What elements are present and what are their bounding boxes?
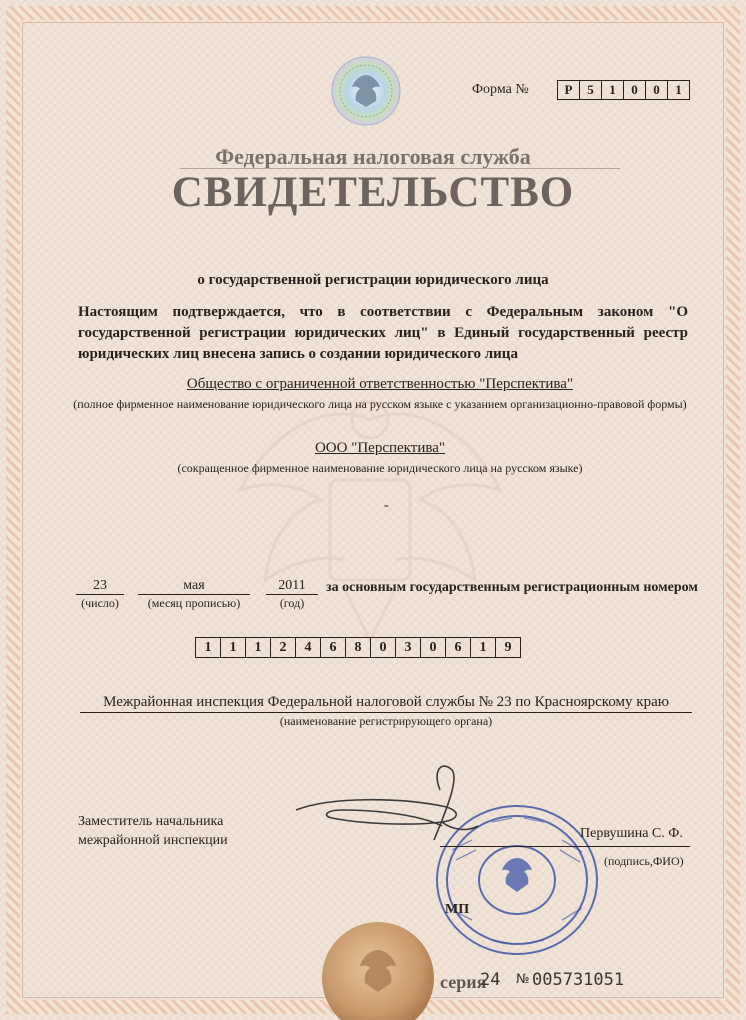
ogrn-cell: 0 <box>420 637 446 658</box>
day-caption: (число) <box>81 596 119 610</box>
form-code-cell: 1 <box>601 80 624 100</box>
authority-caption: (наименование регистрирующего органа) <box>279 714 493 728</box>
ogrn-cell: 0 <box>370 637 396 658</box>
embossed-seal-icon <box>318 920 438 1020</box>
hologram-emblem-icon <box>330 55 402 127</box>
form-label: Форма № <box>472 82 529 97</box>
ogrn-cell: 1 <box>220 637 246 658</box>
ogrn-boxes <box>196 637 521 658</box>
short-name-caption: (сокращенное фирменное наименование юридического лица на русском языке) <box>177 461 583 475</box>
signer-position <box>78 812 228 850</box>
signature-caption: (подпись,ФИО) <box>604 854 684 868</box>
serial-number: 005731051 <box>532 970 625 990</box>
ogrn-cell: 1 <box>195 637 221 658</box>
ogrn-cell: 6 <box>445 637 471 658</box>
position-line: Заместитель начальника <box>78 814 224 829</box>
ogrn-cell: 6 <box>320 637 346 658</box>
position-line: межрайонной инспекции <box>78 833 228 848</box>
full-name-caption: (полное фирменное наименование юридического лица на русском языке с указанием организационно-правовой формы) <box>73 397 687 411</box>
registering-authority: Межрайонная инспекция Федеральной налоговой службы № 23 по Красноярскому краю <box>80 694 692 713</box>
ogrn-cell: 8 <box>345 637 371 658</box>
form-code-cell: 1 <box>667 80 690 100</box>
ogrn-cell: 4 <box>295 637 321 658</box>
series-label: серия <box>440 972 487 992</box>
ogrn-intro: за основным государственным регистрационным номером <box>326 580 698 595</box>
form-code-cell: Р <box>557 80 580 100</box>
empty-field-dash: - <box>384 498 389 513</box>
seal-place-mark: МП <box>445 902 470 917</box>
ogrn-cell: 9 <box>495 637 521 658</box>
ogrn-cell: 3 <box>395 637 421 658</box>
document-title: СВИДЕТЕЛЬСТВО <box>171 169 575 216</box>
document-subtitle: о государственной регистрации юридического лица <box>197 272 549 288</box>
ogrn-cell: 2 <box>270 637 296 658</box>
reg-month: мая <box>138 578 250 595</box>
form-code-boxes <box>558 80 690 100</box>
handwritten-signature-icon <box>292 760 482 850</box>
year-caption: (год) <box>279 596 305 610</box>
form-code-cell: 0 <box>623 80 646 100</box>
number-sign: № <box>516 972 530 987</box>
signature-line <box>440 846 690 847</box>
form-code-cell: 5 <box>579 80 602 100</box>
series-number: 24 <box>480 970 501 990</box>
ogrn-cell: 1 <box>245 637 271 658</box>
short-company-name: ООО "Перспектива" <box>314 440 446 456</box>
reg-day: 23 <box>76 578 124 595</box>
service-name: Федеральная налоговая служба <box>215 144 531 169</box>
month-caption: (месяц прописью) <box>147 596 241 610</box>
reg-year: 2011 <box>266 578 318 595</box>
confirmation-paragraph: Настоящим подтверждается, что в соответствии с Федеральным законом "О государственной регистрации юридических лиц" в Единый государственный реестр юридических лиц внесена запись о создании юридического лица <box>78 304 688 362</box>
full-company-name: Общество с ограниченной ответственностью "Перспектива" <box>186 376 574 392</box>
signer-name: Первушина С. Ф. <box>580 826 683 841</box>
ogrn-cell: 1 <box>470 637 496 658</box>
form-code-cell: 0 <box>645 80 668 100</box>
